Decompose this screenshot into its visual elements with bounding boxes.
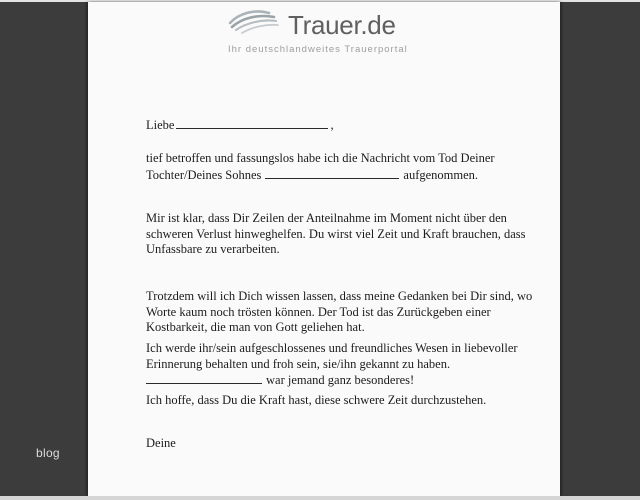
paragraph-line <box>146 372 518 389</box>
bottom-divider <box>0 496 640 500</box>
paragraph-line: Worte kaum noch trösten können. Der Tod ist das Zurückgeben einer <box>146 304 491 319</box>
paragraph-line: Erinnerung behalten und froh sein, sie/ihn gekannt zu haben. <box>146 356 451 371</box>
paragraph-thoughts <box>146 289 532 336</box>
blank-name-field <box>146 372 262 384</box>
blank-name-field <box>265 167 399 179</box>
closing-line: Deine <box>146 436 176 450</box>
paragraph-line-text: aufgenommen. <box>403 167 479 182</box>
brand-name: Trauer.de <box>288 10 396 40</box>
waves-icon <box>228 8 280 43</box>
site-logo <box>228 8 488 55</box>
letter-page <box>88 2 560 496</box>
salutation-comma: , <box>330 118 334 132</box>
blog-label: blog <box>36 446 60 460</box>
paragraph-line: schweren Verlust hinweghelfen. Du wirst viel Zeit und Kraft brauchen, dass <box>146 226 526 241</box>
paragraph-hope <box>146 393 486 409</box>
paragraph-line: Mir ist klar, dass Dir Zeilen der Anteilnahme im Moment nicht über den <box>146 211 507 225</box>
paragraph-condolence-opening <box>146 151 495 183</box>
paragraph-line-text: war jemand ganz besonderes! <box>266 373 415 387</box>
paragraph-memory <box>146 341 518 389</box>
paragraph-line: Kostbarkeit, die man von Gott geliehen hat. <box>146 320 365 334</box>
paragraph-line: Ich hoffe, dass Du die Kraft hast, diese schwere Zeit durchzustehen. <box>146 393 487 407</box>
paragraph-line: Trotzdem will ich Dich wissen lassen, dass meine Gedanken bei Dir sind, wo <box>146 289 533 303</box>
blank-name-field <box>176 117 328 129</box>
paragraph-line: tief betroffen und fassungslos habe ich die Nachricht vom Tod Deiner <box>146 151 495 165</box>
salutation-text: Liebe <box>146 118 175 132</box>
paragraph-line: Unfassbare zu verarbeiten. <box>146 242 280 256</box>
paragraph-line: Ich werde ihr/sein aufgeschlossenes und freundliches Wesen in liebevoller <box>146 341 518 355</box>
salutation-line <box>146 117 334 134</box>
paragraph-line-text: Tochter/Deines Sohnes <box>146 167 262 182</box>
paragraph-sympathy <box>146 211 526 258</box>
paragraph-line <box>146 167 495 184</box>
brand-tagline: Ihr deutschlandweites Trauerportal <box>228 44 408 55</box>
